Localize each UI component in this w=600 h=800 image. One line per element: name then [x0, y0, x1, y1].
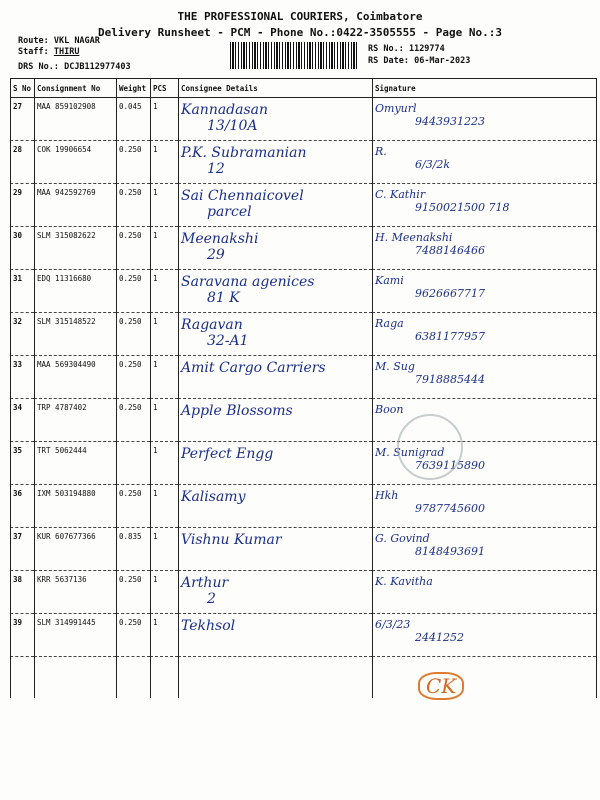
row-weight: 0.250	[116, 227, 150, 270]
row-consignee	[178, 227, 372, 270]
row-sno: 34	[10, 399, 34, 442]
row-pcs: 1	[150, 571, 178, 614]
signature-line1: Raga	[375, 317, 404, 330]
row-consignment: KUR 607677366	[34, 528, 116, 571]
column-rule	[10, 78, 11, 698]
table-row	[10, 141, 596, 184]
column-rule	[150, 78, 151, 698]
rs-date-field	[368, 56, 470, 66]
row-weight	[116, 442, 150, 485]
consignee-line1: Arthur	[181, 575, 229, 591]
row-consignment: SLM 315082622	[34, 227, 116, 270]
consignee-line1: Kannadasan	[181, 102, 269, 118]
row-weight: 0.045	[116, 98, 150, 141]
column-rule	[34, 78, 35, 698]
sheet-subtitle: Delivery Runsheet - PCM - Phone No.:0422-3505555 - Page No.:3	[98, 26, 502, 39]
consignee-line1: Meenakshi	[181, 231, 259, 247]
row-pcs: 1	[150, 98, 178, 141]
consignee-line2: 2	[207, 591, 216, 607]
consignee-line2: 12	[207, 161, 225, 177]
table-row	[10, 571, 596, 614]
table-row	[10, 399, 596, 442]
route-field	[18, 36, 100, 46]
row-weight: 0.250	[116, 184, 150, 227]
table-row	[10, 614, 596, 657]
signature-line2: 8148493691	[415, 545, 485, 558]
checker-initials: CK	[418, 672, 464, 700]
rs-no-value: 1129774	[408, 44, 445, 54]
row-consignee	[178, 356, 372, 399]
consignee-line1: Vishnu Kumar	[181, 532, 282, 548]
signature-line1: Boon	[375, 403, 404, 416]
row-signature	[372, 141, 596, 184]
row-sno: 39	[10, 614, 34, 657]
table-row	[10, 227, 596, 270]
row-consignee	[178, 270, 372, 313]
col-pcs: PCS	[150, 79, 178, 98]
row-weight: 0.835	[116, 528, 150, 571]
signature-line1: Hkh	[375, 489, 399, 502]
table-row	[10, 313, 596, 356]
signature-line1: M. Sug	[375, 360, 415, 373]
row-consignment: SLM 314991445	[34, 614, 116, 657]
row-consignee	[178, 313, 372, 356]
consignee-line1: Tekhsol	[181, 618, 236, 634]
rs-no-label: RS No.:	[368, 44, 404, 54]
signature-line1: K. Kavitha	[375, 575, 433, 588]
consignee-line2: 81 K	[207, 290, 240, 306]
signature-line2: 7918885444	[415, 373, 485, 386]
signature-line1: C. Kathir	[375, 188, 426, 201]
row-signature	[372, 98, 596, 141]
drs-label: DRS No.:	[18, 62, 59, 72]
table-header-row	[10, 79, 596, 98]
row-weight: 0.250	[116, 270, 150, 313]
row-sno: 27	[10, 98, 34, 141]
row-sno: 33	[10, 356, 34, 399]
row-sno: 32	[10, 313, 34, 356]
signature-line1: R.	[375, 145, 387, 158]
barcode	[230, 42, 358, 69]
consignee-line1: Sai Chennaicovel	[181, 188, 304, 204]
column-rule	[372, 78, 373, 698]
row-weight: 0.250	[116, 356, 150, 399]
column-rule	[178, 78, 179, 698]
consignee-line1: Apple Blossoms	[181, 403, 293, 419]
row-weight: 0.250	[116, 614, 150, 657]
row-pcs: 1	[150, 485, 178, 528]
signature-line2: 9150021500 718	[415, 201, 510, 214]
row-signature	[372, 184, 596, 227]
col-sno: S No	[10, 79, 34, 98]
table-row	[10, 528, 596, 571]
row-pcs: 1	[150, 442, 178, 485]
column-rule	[596, 78, 597, 698]
signature-line2: 2441252	[415, 631, 464, 644]
consignee-line2: 32-A1	[207, 333, 249, 349]
staff-value: THIRU	[53, 47, 80, 57]
row-sno: 37	[10, 528, 34, 571]
consignee-line2: 13/10A	[207, 118, 258, 134]
consignee-line1: Kalisamy	[181, 489, 246, 505]
row-consignee	[178, 528, 372, 571]
delivery-stamp	[397, 414, 463, 480]
row-pcs: 1	[150, 614, 178, 657]
drs-value: DCJB112977403	[64, 62, 131, 72]
consignee-line1: Perfect Engg	[181, 446, 274, 462]
row-pcs: 1	[150, 227, 178, 270]
rs-date-label: RS Date:	[368, 56, 409, 66]
signature-line2: 7488146466	[415, 244, 485, 257]
consignee-line1: Ragavan	[181, 317, 243, 333]
row-signature	[372, 614, 596, 657]
consignee-line1: Amit Cargo Carriers	[181, 360, 326, 376]
staff-field	[18, 47, 79, 57]
row-consignee	[178, 571, 372, 614]
row-pcs: 1	[150, 184, 178, 227]
route-label: Route:	[18, 36, 49, 46]
table-row	[10, 98, 596, 141]
consignee-line2: 29	[207, 247, 225, 263]
signature-line2: 9787745600	[415, 502, 485, 515]
table-row	[10, 356, 596, 399]
row-pcs: 1	[150, 356, 178, 399]
row-signature	[372, 227, 596, 270]
staff-label: Staff:	[18, 47, 49, 57]
row-weight: 0.250	[116, 571, 150, 614]
signature-line1: M. Sunigrad	[375, 446, 445, 459]
rs-no-field	[368, 44, 445, 54]
signature-line1: Kami	[375, 274, 404, 287]
row-signature	[372, 571, 596, 614]
table-row	[10, 184, 596, 227]
runsheet-table	[10, 78, 596, 657]
row-sno: 36	[10, 485, 34, 528]
drs-field	[18, 62, 131, 72]
row-weight: 0.250	[116, 485, 150, 528]
signature-line2: 9626667717	[415, 287, 485, 300]
row-signature	[372, 270, 596, 313]
row-consignment: EDQ 11316680	[34, 270, 116, 313]
row-pcs: 1	[150, 270, 178, 313]
row-signature	[372, 356, 596, 399]
row-consignment: IXM 503194880	[34, 485, 116, 528]
row-consignee	[178, 184, 372, 227]
row-consignment: SLM 315148522	[34, 313, 116, 356]
row-weight: 0.250	[116, 141, 150, 184]
signature-line2: 6/3/2k	[415, 158, 451, 171]
rs-date-value: 06-Mar-2023	[414, 56, 471, 66]
row-weight: 0.250	[116, 313, 150, 356]
signature-line2: 7639115890	[415, 459, 485, 472]
row-sno: 29	[10, 184, 34, 227]
row-consignee	[178, 141, 372, 184]
row-consignment: MAA 942592769	[34, 184, 116, 227]
table-row	[10, 442, 596, 485]
table-row	[10, 270, 596, 313]
row-consignment: KRR 5637136	[34, 571, 116, 614]
row-sno: 35	[10, 442, 34, 485]
signature-line1: H. Meenakshi	[375, 231, 453, 244]
row-sno: 30	[10, 227, 34, 270]
consignee-line2: parcel	[207, 204, 252, 220]
row-consignee	[178, 98, 372, 141]
row-signature	[372, 485, 596, 528]
column-rule	[116, 78, 117, 698]
row-consignment: MAA 859102908	[34, 98, 116, 141]
col-consignee: Consignee Details	[178, 79, 372, 98]
row-weight: 0.250	[116, 399, 150, 442]
signature-line1: G. Govind	[375, 532, 430, 545]
row-sno: 31	[10, 270, 34, 313]
route-value: VKL NAGAR	[53, 36, 100, 46]
col-consignment: Consignment No	[34, 79, 116, 98]
row-consignee	[178, 485, 372, 528]
consignee-line1: P.K. Subramanian	[181, 145, 307, 161]
row-pcs: 1	[150, 313, 178, 356]
row-consignment: MAA 569304490	[34, 356, 116, 399]
row-signature	[372, 313, 596, 356]
row-pcs: 1	[150, 528, 178, 571]
row-consignment: COK 19906654	[34, 141, 116, 184]
row-consignee	[178, 442, 372, 485]
signature-line1: 6/3/23	[375, 618, 411, 631]
signature-line2: 6381177957	[415, 330, 485, 343]
consignee-line1: Saravana agenices	[181, 274, 315, 290]
col-weight: Weight	[116, 79, 150, 98]
signature-line2: 9443931223	[415, 115, 485, 128]
row-consignee	[178, 399, 372, 442]
row-sno: 38	[10, 571, 34, 614]
row-consignment: TRT 5062444	[34, 442, 116, 485]
row-consignment: TRP 4787402	[34, 399, 116, 442]
row-sno: 28	[10, 141, 34, 184]
col-signature: Signature	[372, 79, 596, 98]
row-pcs: 1	[150, 141, 178, 184]
row-signature	[372, 528, 596, 571]
company-name: THE PROFESSIONAL COURIERS, Coimbatore	[177, 10, 423, 23]
table-row	[10, 485, 596, 528]
signature-line1: Omyurl	[375, 102, 417, 115]
row-consignee	[178, 614, 372, 657]
row-pcs: 1	[150, 399, 178, 442]
